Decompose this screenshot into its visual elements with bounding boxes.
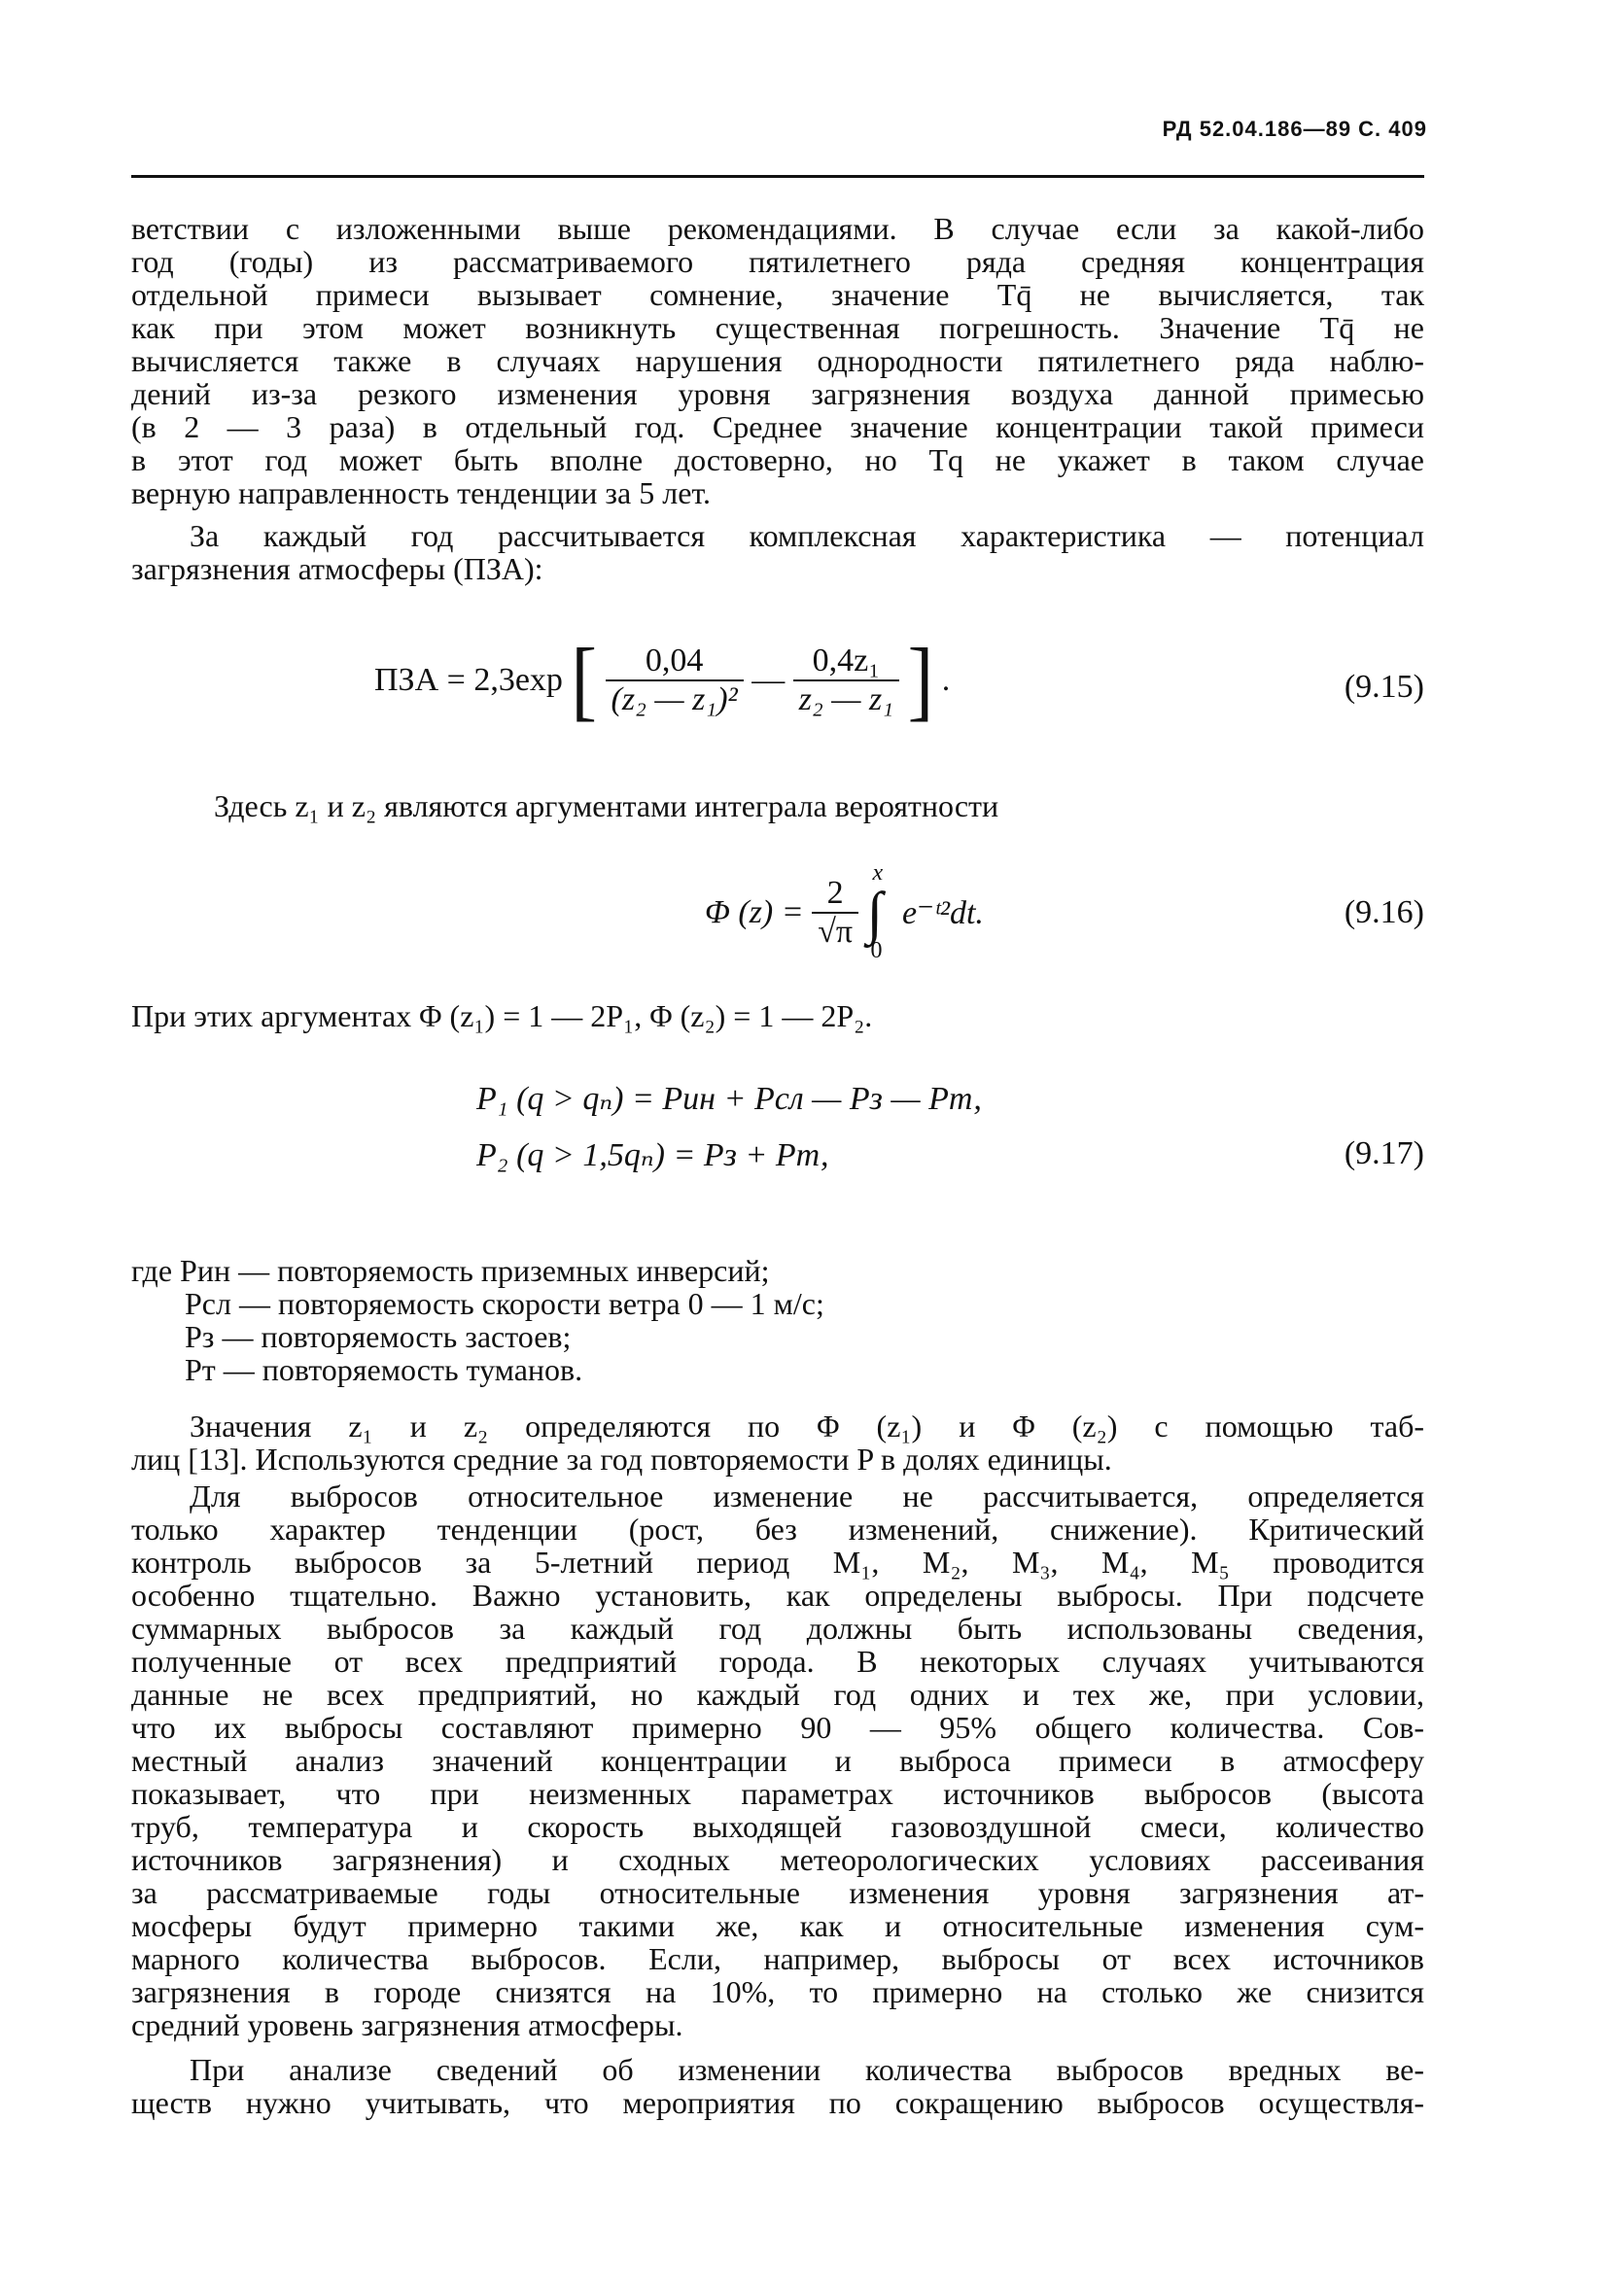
text-line: труб, температура и скорость выходящей газовоздушной смеси, количество	[131, 1809, 1424, 1844]
left-bracket: [	[571, 631, 598, 730]
definition-row: Pт — повторяемость туманов.	[185, 1352, 583, 1387]
eq915-den-2: z₂ — z₁	[798, 681, 894, 717]
definition-row: где Pин — повторяемость приземных инверсий;	[131, 1253, 770, 1288]
running-header: РД 52.04.186—89 С. 409	[1162, 117, 1427, 141]
text-line: дений из-за резкого изменения уровня загрязнения воздуха данной примесью	[131, 376, 1424, 411]
right-bracket: ]	[907, 631, 934, 730]
text-line: При анализе сведений об изменении количества выбросов вредных ве-	[190, 2052, 1424, 2087]
text-line: данные не всех предприятий, но каждый год одних и тех же, при условии,	[131, 1677, 1424, 1712]
paragraph-4	[131, 999, 1424, 1032]
paragraph-1	[131, 212, 1424, 509]
integral-sign: ∫ x 0	[866, 859, 884, 963]
text-line: загрязнения атмосферы (ПЗА):	[131, 551, 543, 586]
eq916-lower-limit: 0	[870, 937, 883, 963]
header-rule	[131, 175, 1424, 178]
eq916-number: (9.16)	[1344, 894, 1424, 930]
text-line: суммарных выбросов за каждый год должны быть использованы сведения,	[131, 1611, 1424, 1646]
text-line: средний уровень загрязнения атмосферы.	[131, 2007, 683, 2042]
text-line: местный анализ значений концентрации и выброса примеси в атмосферу	[131, 1743, 1424, 1778]
paragraph-3	[131, 789, 1507, 822]
text-line: (в 2 — 3 раза) в отдельный год. Среднее значение концентрации такой примеси	[131, 409, 1424, 444]
eq916-body: e⁻ᵗ²dt.	[902, 895, 984, 931]
paragraph-2	[131, 519, 1424, 585]
text-line: ществ нужно учитывать, что мероприятия по сокращению выбросов осуществля-	[131, 2085, 1424, 2120]
text-line: марного количества выбросов. Если, например, выбросы от всех источников	[131, 1941, 1424, 1976]
definitions-list	[131, 1254, 824, 1386]
text-line: Для выбросов относительное изменение не рассчитывается, определяется	[190, 1478, 1424, 1513]
text-line: полученные от всех предприятий города. В некоторых случаях учитываются	[131, 1644, 1424, 1679]
eq915-num-1: 0,04	[606, 643, 744, 681]
eq915-tail: .	[941, 662, 951, 698]
text-line: За каждый год рассчитывается комплексная характеристика — потенциал	[190, 518, 1424, 553]
text-line: особенно тщательно. Важно установить, как определены выбросы. При подсчете	[131, 1578, 1424, 1613]
definition-row: Pз — повторяемость застоев;	[185, 1319, 572, 1354]
eq915-fraction-2	[793, 643, 899, 718]
eq917-line-2: P₂ (q > 1,5qₙ) = Pз + Pт,	[476, 1137, 829, 1173]
text-line: в этот год может быть вполне достоверно, но Tq не укажет в таком случае	[131, 442, 1424, 477]
eq917-number: (9.17)	[1344, 1135, 1424, 1171]
equation-9-15: ПЗА = 2,3exp [ $\frac{0,04}{\text{(z₂ — z₁)²}}$ — $\frac{\text{0,4z₁}}{\text{z₂ — z₁}}$ ] . (9.15)	[374, 631, 1424, 730]
eq917-line-1: P₁ (q > qₙ) = Pин + Pсл — Pз — Pт,	[476, 1081, 982, 1117]
text-line: Значения z₁ и z₂ определяются по Φ (z₁) и Φ (z₂) с помощью таб-	[190, 1409, 1424, 1444]
equation-9-16	[131, 855, 1424, 972]
text-line: показывает, что при неизменных параметрах источников выбросов (высота	[131, 1776, 1424, 1811]
text-line: верную направленность тенденции за 5 лет.	[131, 475, 711, 510]
text-line: как при этом может возникнуть существенная погрешность. Значение Tq̄ не	[131, 310, 1424, 345]
text-line: лиц [13]. Используются средние за год повторяемости P в долях единицы.	[131, 1442, 1112, 1477]
eq916-num: 2	[812, 875, 858, 914]
paragraph-5	[131, 1409, 1424, 1476]
text-line: ветствии с изложенными выше рекомендациями. В случае если за какой-либо	[131, 211, 1424, 246]
text-line: загрязнения в городе снизятся на 10%, то примерно на столько же снизится	[131, 1974, 1424, 2009]
eq916-fraction	[812, 875, 858, 951]
text-line: за рассматриваемые годы относительные изменения уровня загрязнения ат-	[131, 1875, 1424, 1910]
paragraph-6	[131, 1479, 1424, 2041]
eq916-upper-limit: x	[872, 859, 884, 886]
eq916-den: √π	[818, 914, 854, 950]
paragraph-7	[131, 2053, 1424, 2119]
text-line: год (годы) из рассматриваемого пятилетнего ряда средняя концентрация	[131, 244, 1424, 279]
text-line: источников загрязнения) и сходных метеорологических условиях рассеивания	[131, 1842, 1424, 1877]
text-line: отдельной примеси вызывает сомнение, значение Tq̄ не вычисляется, так	[131, 277, 1424, 312]
text-line: контроль выбросов за 5-летний период M₁, M₂, M₃, M₄, M₅ проводится	[131, 1545, 1424, 1580]
eq915-den-1: (z₂ — z₁)²	[611, 681, 738, 717]
paragraph-3-text: Здесь z₁ и z₂ являются аргументами интеграла вероятности	[214, 788, 999, 823]
text-line: что их выбросы составляют примерно 90 — 95% общего количества. Сов-	[131, 1710, 1424, 1745]
text-line: только характер тенденции (рост, без изменений, снижение). Критический	[131, 1512, 1424, 1547]
eq915-num-2: 0,4z₁	[793, 643, 899, 681]
equation-9-17	[131, 1079, 1424, 1196]
text-line: вычисляется также в случаях нарушения однородности пятилетнего ряда наблю-	[131, 343, 1424, 378]
eq916-lhs: Φ (z) =	[705, 894, 804, 930]
text-line: мосферы будут примерно такими же, как и относительные изменения сум-	[131, 1908, 1424, 1943]
eq915-fraction-1	[606, 643, 744, 718]
paragraph-4-text: При этих аргументах Φ (z₁) = 1 — 2P₁, Φ (z₂) = 1 — 2P₂.	[131, 998, 873, 1033]
eq915-lhs: ПЗА = 2,3exp	[374, 662, 563, 698]
eq915-number: (9.15)	[1344, 669, 1424, 705]
definition-row: Pсл — повторяемость скорости ветра 0 — 1 м/с;	[185, 1286, 824, 1321]
